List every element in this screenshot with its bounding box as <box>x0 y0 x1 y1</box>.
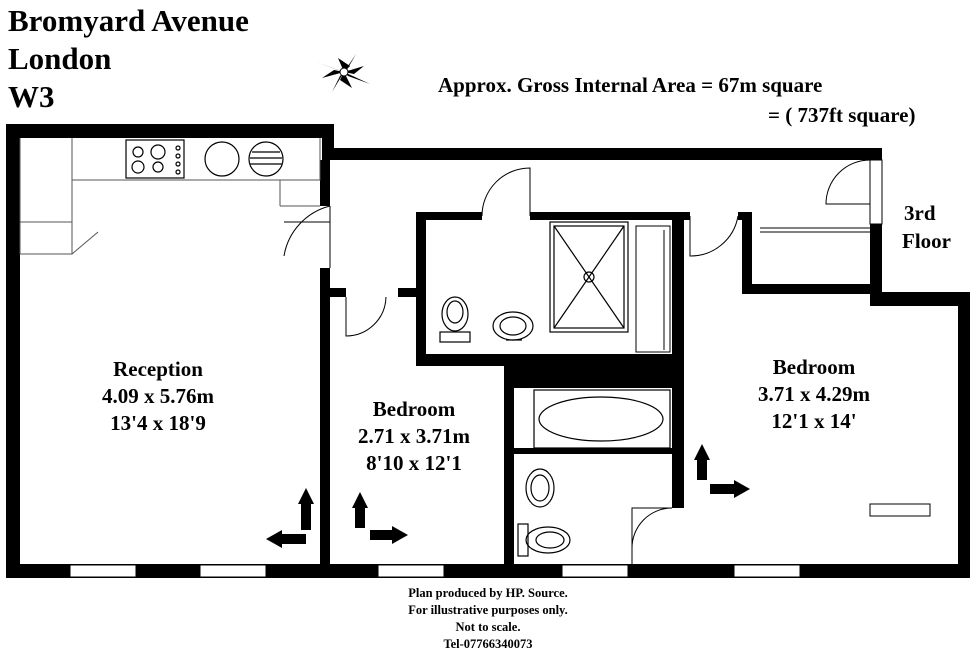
address-line-2: London <box>8 41 112 76</box>
direction-arrow-icon <box>352 492 408 544</box>
toilet-icon <box>440 297 470 342</box>
footer-line-1: Plan produced by HP. Source. <box>408 586 568 600</box>
room-size-metric: 3.71 x 4.29m <box>758 382 870 406</box>
floor-label-line-1: 3rd <box>904 201 936 225</box>
window-icon <box>70 565 136 577</box>
hob-icon <box>126 140 184 178</box>
room-bedroom-large <box>714 354 914 435</box>
address-line-1: Bromyard Avenue <box>8 3 249 38</box>
room-size-imperial: 13'4 x 18'9 <box>110 411 206 435</box>
basin-icon <box>493 312 533 340</box>
direction-arrow-icon <box>266 488 314 548</box>
kitchen-counter <box>20 138 320 254</box>
bath-icon <box>534 390 670 448</box>
room-name: Reception <box>113 357 203 381</box>
room-size-imperial: 8'10 x 12'1 <box>366 451 462 475</box>
sink-icon <box>205 142 283 176</box>
room-name: Bedroom <box>772 355 856 379</box>
floor-label-line-2: Floor <box>902 229 951 253</box>
room-reception <box>58 356 258 437</box>
direction-arrow-icon <box>694 444 750 498</box>
footer-line-2: For illustrative purposes only. <box>408 603 568 617</box>
room-size-metric: 4.09 x 5.76m <box>102 384 214 408</box>
address-line-3: W3 <box>8 79 55 114</box>
room-size-imperial: 12'1 x 14' <box>771 409 857 433</box>
window-icon <box>562 565 628 577</box>
window-icon <box>870 160 882 224</box>
basin-icon <box>526 469 554 507</box>
window-icon <box>870 504 930 516</box>
room-name: Bedroom <box>372 397 456 421</box>
footer-line-3: Not to scale. <box>455 620 521 634</box>
room-bedroom-small <box>314 396 514 477</box>
shower-icon <box>550 222 628 332</box>
gross-area-line-1: Approx. Gross Internal Area = 67m square <box>438 73 823 97</box>
window-icon <box>378 565 444 577</box>
toilet-icon <box>518 524 570 556</box>
room-size-metric: 2.71 x 3.71m <box>358 424 470 448</box>
compass-icon <box>316 54 370 92</box>
footer-line-4: Tel-07766340073 <box>443 637 533 651</box>
gross-area-line-2: = ( 737ft square) <box>768 103 916 127</box>
wardrobe-icon <box>636 226 670 352</box>
window-icon <box>200 565 266 577</box>
window-icon <box>734 565 800 577</box>
